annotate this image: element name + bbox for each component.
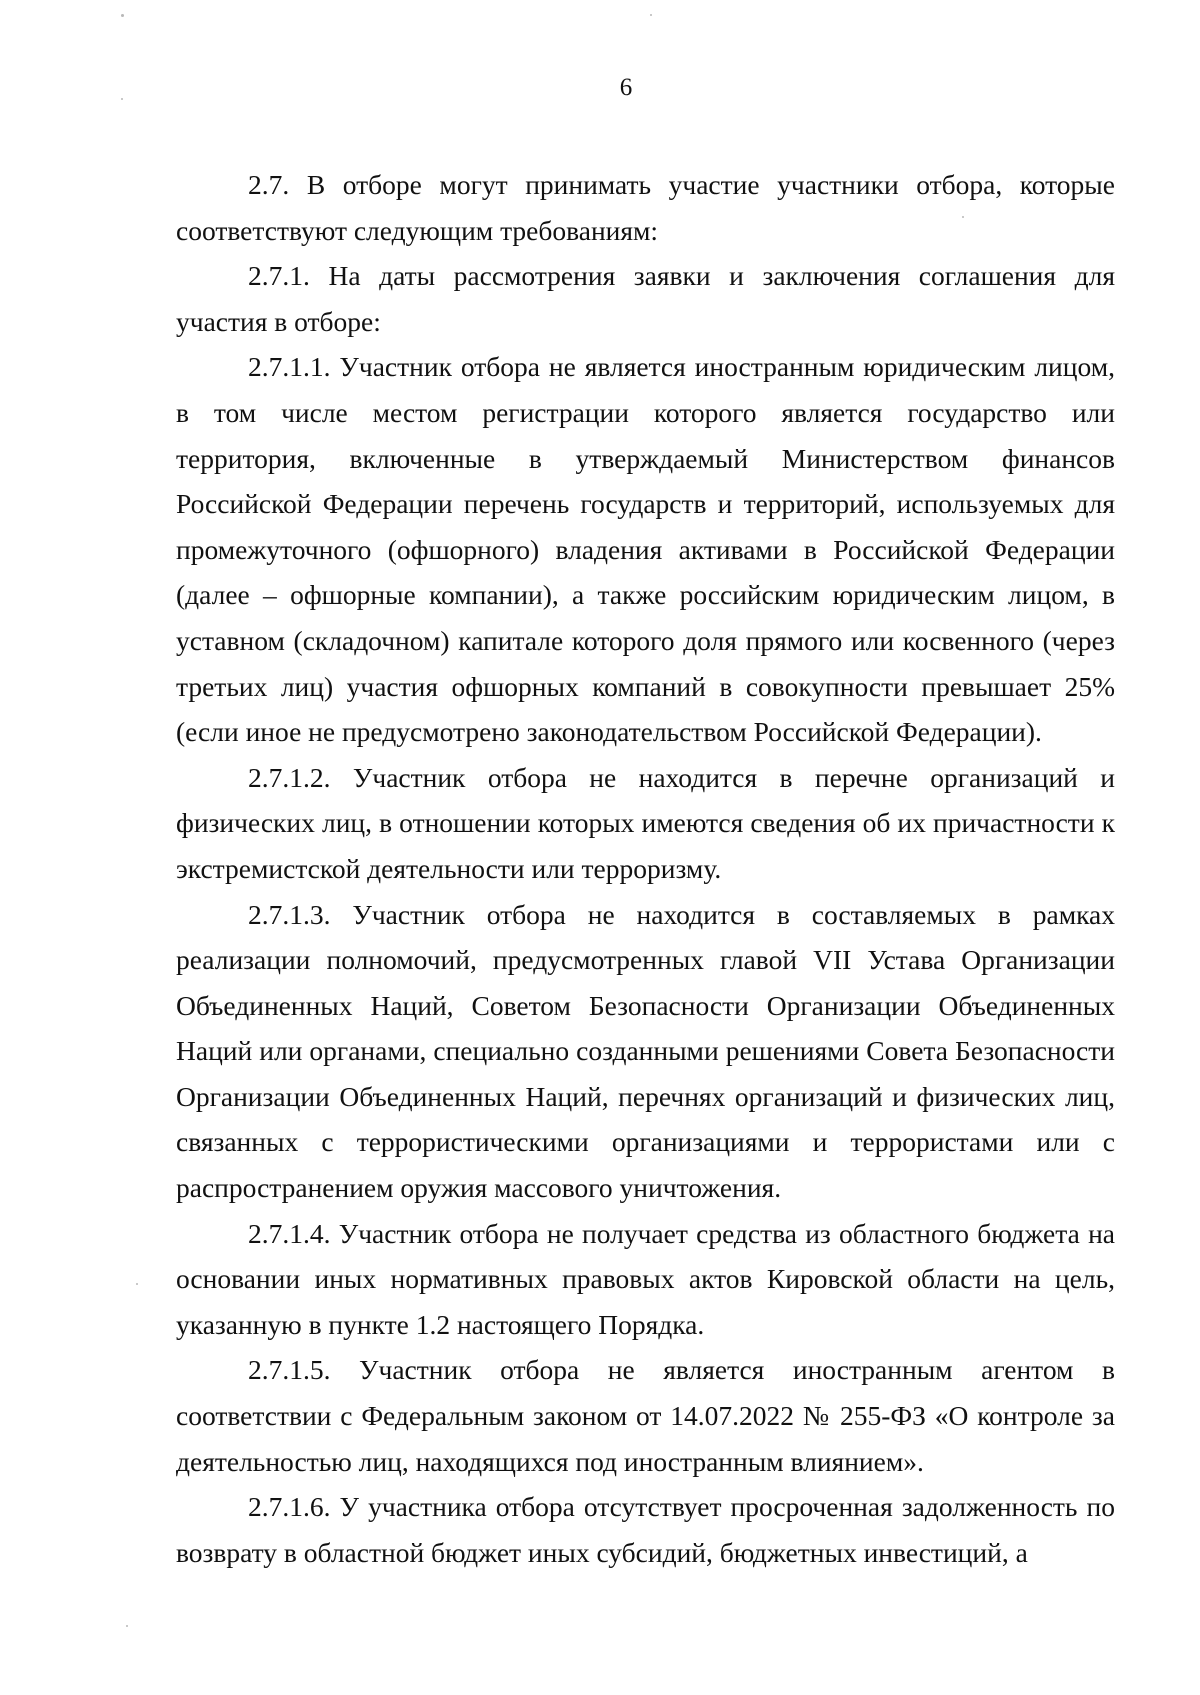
- paragraph-2-7-1-4: 2.7.1.4. Участник отбора не получает средства из областного бюджета на основании иных нормативных правовых актов Кировской области на цель, указанную в пункте 1.2 настоящего Порядка.: [176, 1217, 1115, 1340]
- scan-speck: [121, 14, 124, 17]
- paragraph-2-7-1-1: 2.7.1.1. Участник отбора не является иностранным юридическим лицом, в том числе местом регистрации которого является государство или территория, включенные в утверждаемый Министерством финансов Российской Федерации перечень государств и территорий, используемых для промежуточного (офшорного) владения активами в Российской Федерации (далее – офшорные компании), а также российским юридическим лицом, в уставном (складочном) капитале которого доля прямого или косвенного (через третьих лиц) участия офшорных компаний в совокупности превышает 25% (если иное не предусмотрено законодательством Российской Федерации).: [176, 351, 1115, 748]
- scan-speck: [136, 1283, 138, 1285]
- paragraph-2-7: 2.7. В отборе могут принимать участие участники отбора, которые соответствуют следующим требованиям:: [176, 169, 1115, 246]
- scan-speck: [650, 14, 652, 16]
- paragraph-2-7-1-5: 2.7.1.5. Участник отбора не является иностранным агентом в соответствии с Федеральным законом от 14.07.2022 № 255-ФЗ «О контроле за деятельностью лиц, находящихся под иностранным влиянием».: [176, 1354, 1115, 1477]
- paragraph-2-7-1-2: 2.7.1.2. Участник отбора не находится в перечне организаций и физических лиц, в отношении которых имеются сведения об их причастности к экстремистской деятельности или терроризму.: [176, 761, 1115, 884]
- page-number: 6: [619, 74, 633, 101]
- paragraph-2-7-1-3: 2.7.1.3. Участник отбора не находится в составляемых в рамках реализации полномочий, предусмотренных главой VII Устава Организации Объединенных Наций, Советом Безопасности Организации Объединенных Наций или органами, специально созданными решениями Совета Безопасности Организации Объединенных Наций, перечнях организаций и физических лиц, связанных с террористическими организациями и террористами или с распространением оружия массового уничтожения.: [176, 898, 1115, 1204]
- document-body: [176, 162, 1115, 1575]
- paragraph-2-7-1-6: 2.7.1.6. У участника отбора отсутствует просроченная задолженность по возврату в областной бюджет иных субсидий, бюджетных инвестиций, а: [176, 1491, 1115, 1568]
- scan-speck: [126, 1625, 128, 1627]
- paragraph-2-7-1: 2.7.1. На даты рассмотрения заявки и заключения соглашения для участия в отборе:: [176, 260, 1115, 337]
